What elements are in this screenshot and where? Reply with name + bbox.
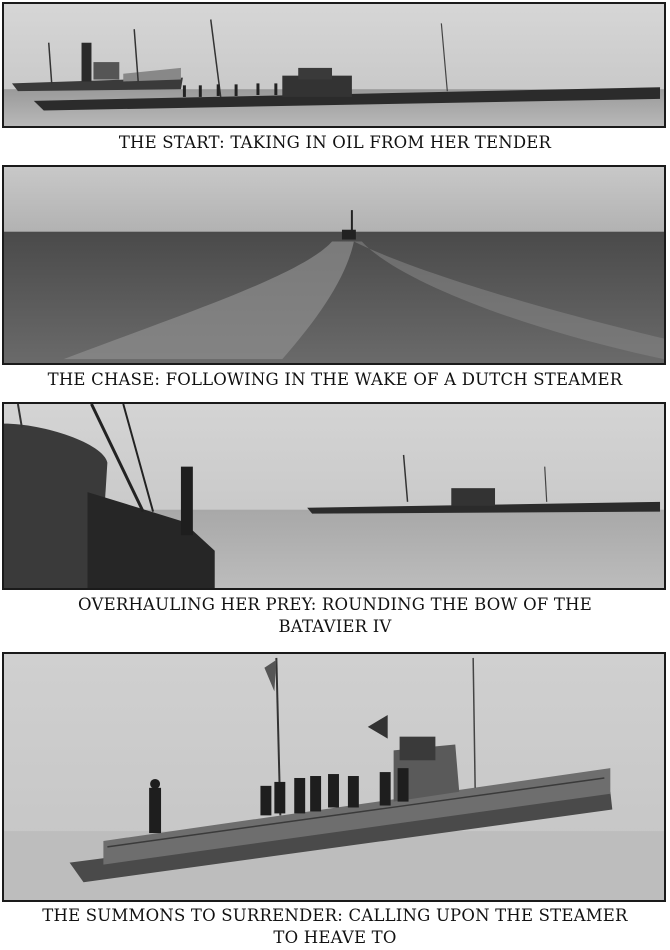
figure-caption (0, 594, 670, 638)
figure-caption: THE CHASE: FOLLOWING IN THE WAKE OF A DUTCH STEAMER (47, 370, 623, 389)
photo-the-start (2, 2, 666, 128)
photo-overhauling-her-prey (2, 402, 666, 590)
photo-the-summons-to-surrender (2, 652, 666, 902)
caption-line: OVERHAULING HER PREY: ROUNDING THE BOW OF THE (78, 595, 592, 614)
caption-line: BATAVIER IV (278, 617, 392, 636)
photo-the-chase (2, 165, 666, 365)
caption-line: THE SUMMONS TO SURRENDER: CALLING UPON THE STEAMER (42, 906, 628, 925)
figure-caption: THE START: TAKING IN OIL FROM HER TENDER (118, 133, 552, 152)
caption-line: TO HEAVE TO (273, 928, 397, 947)
figure-caption (0, 905, 670, 949)
